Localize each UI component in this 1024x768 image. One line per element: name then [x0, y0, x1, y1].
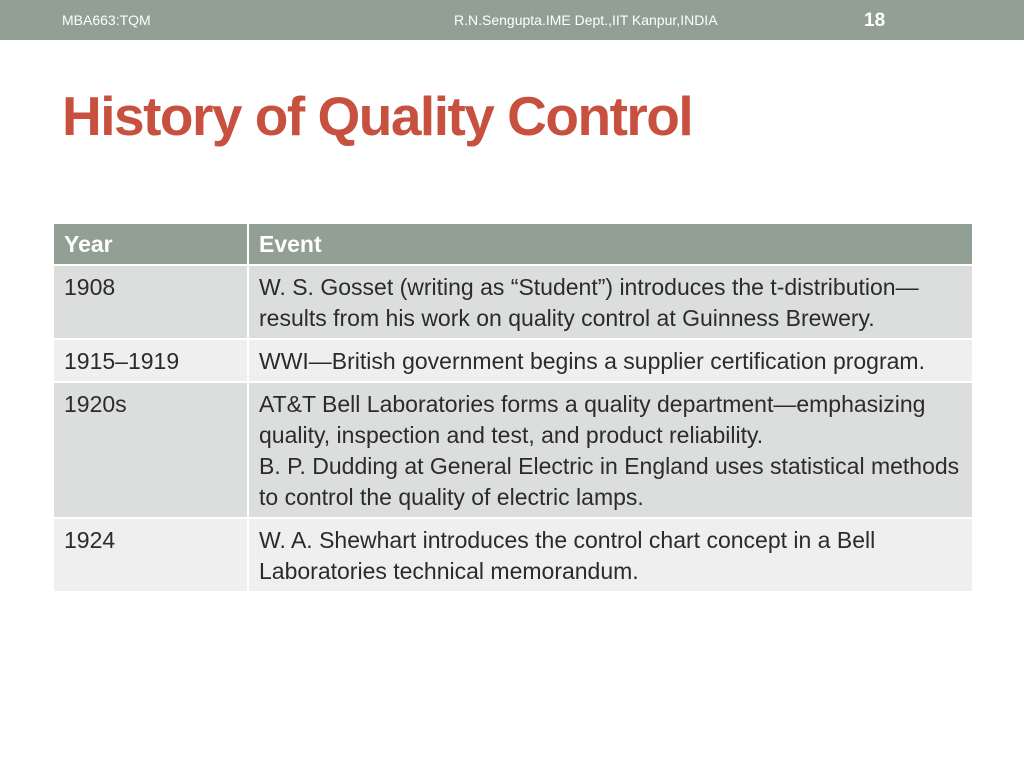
- course-code: MBA663:TQM: [62, 12, 151, 28]
- event-text: W. A. Shewhart introduces the control chart concept in a Bell Laboratories technical memorandum.: [259, 527, 876, 584]
- table-row: [53, 382, 973, 518]
- event-text: WWI—British government begins a supplier certification program.: [259, 348, 925, 374]
- slide-title: History of Quality Control: [62, 85, 693, 147]
- column-header-year: Year: [53, 223, 248, 265]
- header-bar: [0, 0, 1024, 40]
- event-cell: [248, 339, 973, 382]
- table-row: [53, 518, 973, 592]
- table-row: [53, 339, 973, 382]
- event-cell: [248, 265, 973, 339]
- event-cell: [248, 518, 973, 592]
- event-text: W. S. Gosset (writing as “Student”) introduces the t-distribution—results from his work on quality control at Guinness Brewery.: [259, 274, 919, 331]
- page-number: 18: [864, 10, 886, 31]
- event-cell: [248, 382, 973, 518]
- year-cell: 1908: [53, 265, 248, 339]
- column-header-event: Event: [248, 223, 973, 265]
- event-text: B. P. Dudding at General Electric in England uses statistical methods to control the quality of electric lamps.: [259, 453, 960, 510]
- year-cell: 1924: [53, 518, 248, 592]
- year-cell: 1915–1919: [53, 339, 248, 382]
- table-row: [53, 265, 973, 339]
- year-cell: 1920s: [53, 382, 248, 518]
- department-label: R.N.Sengupta.IME Dept.,IIT Kanpur,INDIA: [454, 12, 718, 28]
- table-header-row: [53, 223, 973, 265]
- history-table: [52, 222, 974, 593]
- event-text: AT&T Bell Laboratories forms a quality department—emphasizing quality, inspection and test, and product reliability.: [259, 391, 926, 448]
